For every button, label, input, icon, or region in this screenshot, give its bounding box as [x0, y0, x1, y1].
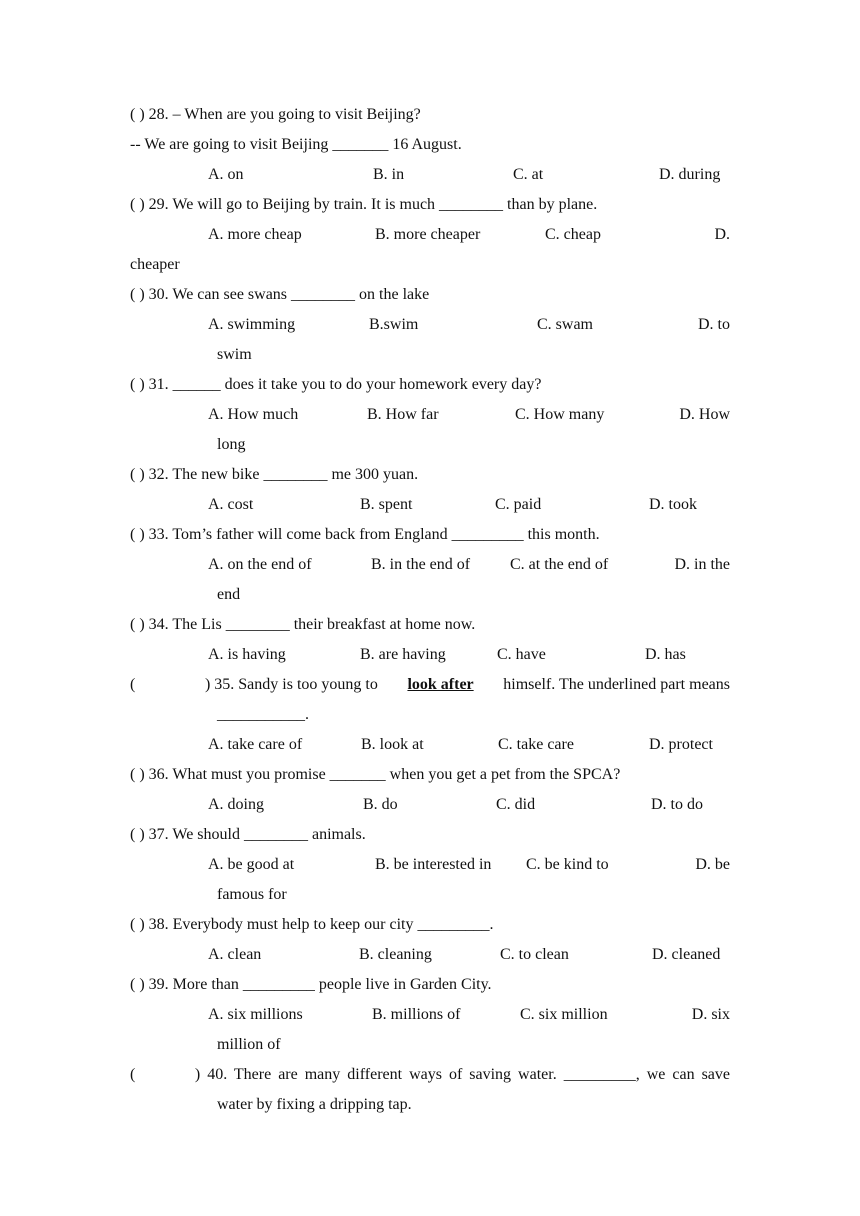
question-38-option-a: A. clean [208, 946, 262, 963]
question-34-option-d: D. has [645, 646, 686, 663]
question-39-stem: ( ) 39. More than _________ people live in Garden City. [130, 976, 492, 993]
question-34-stem: ( ) 34. The Lis ________ their breakfast at home now. [130, 616, 476, 633]
question-39-option-c: C. six million [520, 1006, 608, 1023]
question-33-option-a: A. on the end of [208, 556, 312, 573]
question-31-stem: ( ) 31. ______ does it take you to do your homework every day? [130, 376, 542, 393]
question-39-option-d-wrap: million of [217, 1036, 281, 1053]
question-28-option-b: B. in [373, 166, 405, 183]
question-32-stem: ( ) 32. The new bike ________ me 300 yuan. [130, 466, 419, 483]
question-30-option-c: C. swam [537, 316, 593, 333]
question-40-text: ) 40. There are many different ways of saving water. _________, we can save [194, 1066, 730, 1083]
question-32-option-d: D. took [649, 496, 697, 513]
question-34-option-c: C. have [497, 646, 546, 663]
question-36-option-b: B. do [363, 796, 398, 813]
question-32-option-c: C. paid [495, 496, 542, 513]
question-40-stem [130, 1064, 730, 1086]
question-39-option-d: D. six [691, 1006, 730, 1023]
question-37-option-d-wrap: famous for [217, 886, 287, 903]
question-30-stem: ( ) 30. We can see swans ________ on the lake [130, 286, 430, 303]
question-36-option-d: D. to do [651, 796, 703, 813]
question-39-option-b: B. millions of [372, 1006, 461, 1023]
question-35-options [208, 734, 730, 756]
question-30-option-b: B.swim [369, 316, 419, 333]
question-29-option-d: D. [714, 226, 730, 243]
question-35-option-d: D. protect [649, 736, 713, 753]
question-35-paren: ( [130, 676, 136, 693]
question-30-option-d: D. to [698, 316, 730, 333]
question-28-option-d: D. during [659, 166, 721, 183]
question-33-stem: ( ) 33. Tom’s father will come back from England _________ this month. [130, 526, 600, 543]
question-33-option-d-wrap: end [217, 586, 241, 603]
question-38-options [208, 944, 730, 966]
question-36-option-c: C. did [496, 796, 536, 813]
question-36-stem: ( ) 36. What must you promise _______ when you get a pet from the SPCA? [130, 766, 621, 783]
question-39-option-a: A. six millions [208, 1006, 303, 1023]
question-36-option-a: A. doing [208, 796, 264, 813]
question-31-option-a: A. How much [208, 406, 299, 423]
question-33-option-d: D. in the [674, 556, 730, 573]
question-28-options [208, 164, 730, 186]
question-38-stem: ( ) 38. Everybody must help to keep our city _________. [130, 916, 494, 933]
question-35-blank: ___________. [217, 706, 309, 723]
question-37-stem: ( ) 37. We should ________ animals. [130, 826, 366, 843]
question-34-option-a: A. is having [208, 646, 286, 663]
question-30-options [208, 314, 730, 336]
question-29-option-a: A. more cheap [208, 226, 302, 243]
question-31-options [208, 404, 730, 426]
question-31-option-b: B. How far [367, 406, 439, 423]
question-28-stem-line-2: -- We are going to visit Beijing _______ 16 August. [130, 136, 462, 153]
question-29-option-d-wrap: cheaper [130, 256, 180, 273]
question-35-stem [130, 674, 730, 696]
question-40-stem-wrap: water by fixing a dripping tap. [217, 1096, 412, 1113]
question-39-options [208, 1004, 730, 1026]
question-29-options [208, 224, 730, 246]
question-28-option-c: C. at [513, 166, 544, 183]
question-31-option-c: C. How many [515, 406, 605, 423]
question-28-stem: ( ) 28. – When are you going to visit Beijing? [130, 106, 421, 123]
question-35-underlined-phrase: look after [407, 676, 474, 693]
question-38-option-b: B. cleaning [359, 946, 432, 963]
question-37-options [208, 854, 730, 876]
question-37-option-a: A. be good at [208, 856, 295, 873]
question-32-option-b: B. spent [360, 496, 413, 513]
question-29-option-c: C. cheap [545, 226, 601, 243]
question-30-option-d-wrap: swim [217, 346, 252, 363]
question-31-option-d: D. How [679, 406, 730, 423]
question-29-stem: ( ) 29. We will go to Beijing by train. It is much ________ than by plane. [130, 196, 598, 213]
question-35-option-c: C. take care [498, 736, 574, 753]
question-33-option-c: C. at the end of [510, 556, 609, 573]
question-33-options [208, 554, 730, 576]
question-38-option-d: D. cleaned [652, 946, 721, 963]
question-36-options [208, 794, 730, 816]
question-35-option-b: B. look at [361, 736, 424, 753]
question-32-option-a: A. cost [208, 496, 254, 513]
question-35-text-end: himself. The underlined part means [503, 676, 730, 693]
question-33-option-b: B. in the end of [371, 556, 471, 573]
question-37-option-b: B. be interested in [375, 856, 492, 873]
question-28-option-a: A. on [208, 166, 244, 183]
question-37-option-d: D. be [695, 856, 730, 873]
question-37-option-c: C. be kind to [526, 856, 609, 873]
question-30-option-a: A. swimming [208, 316, 296, 333]
question-34-option-b: B. are having [360, 646, 446, 663]
question-29-option-b: B. more cheaper [375, 226, 481, 243]
question-32-options [208, 494, 730, 516]
question-40-paren: ( [130, 1066, 136, 1083]
question-35-option-a: A. take care of [208, 736, 303, 753]
question-31-option-d-wrap: long [217, 436, 246, 453]
question-35-text-start: ) 35. Sandy is too young to [204, 676, 378, 693]
question-34-options [208, 644, 730, 666]
question-38-option-c: C. to clean [500, 946, 569, 963]
